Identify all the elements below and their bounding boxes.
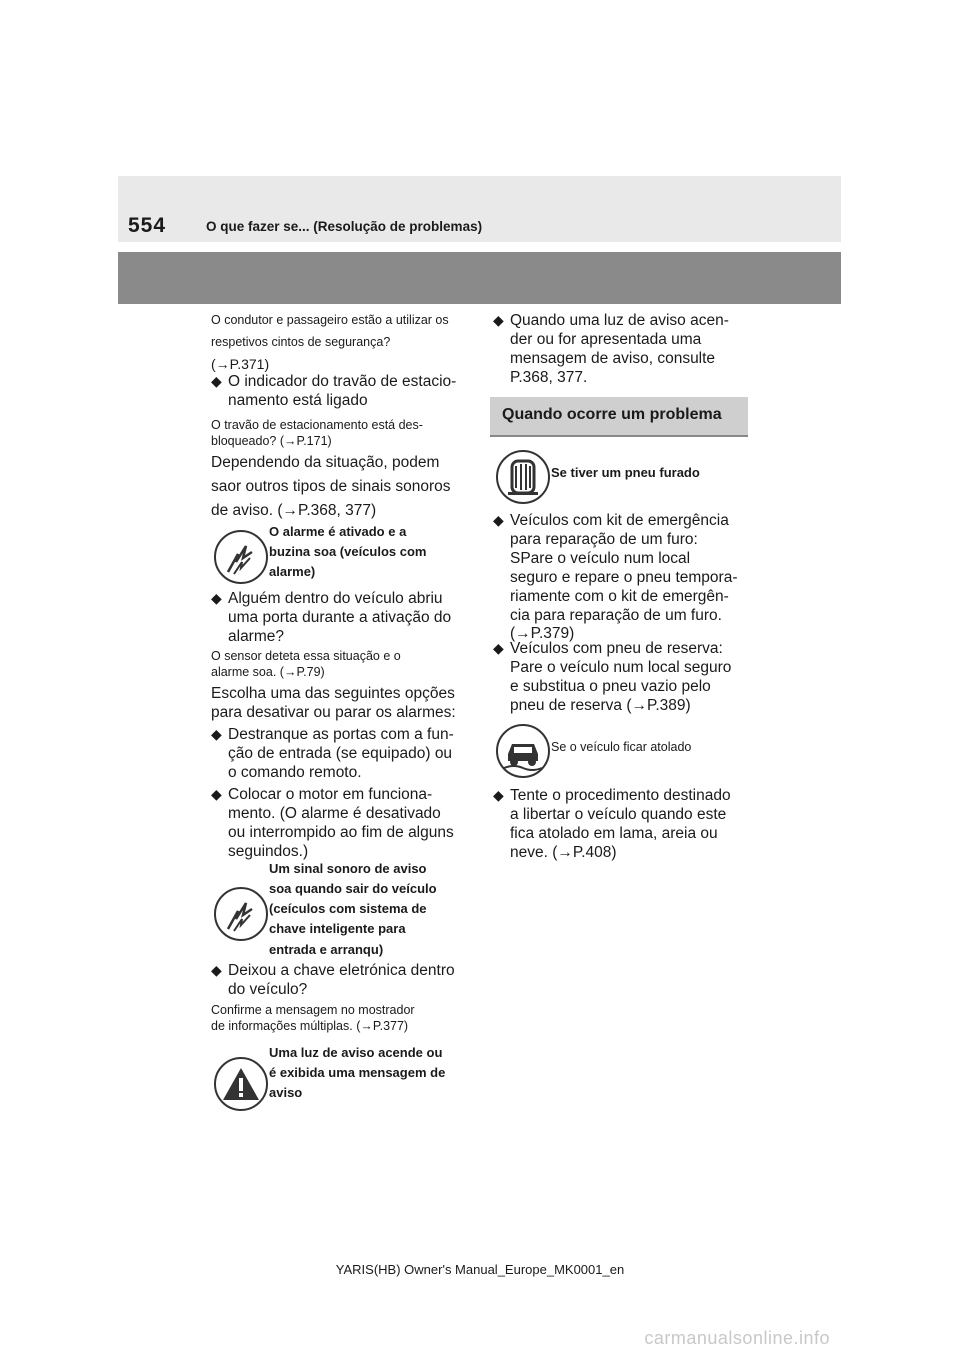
problem-heading-box [490, 397, 748, 437]
buzzer-icon [214, 887, 268, 941]
bullet-door-opened: ◆ Alguém dentro do veículo abriu uma porta durante a ativação do alarme? [211, 590, 452, 645]
bullet-unlock-doors: ◆ Destranque as portas com a fun- ção de entrada (se equipado) ou o comando remoto. [211, 726, 454, 781]
flat-tire-label: Se tiver um pneu furado [551, 465, 700, 480]
bullet-icon: ◆ [211, 373, 222, 389]
bullet-icon: ◆ [493, 512, 504, 528]
footer-manual-id: YARIS(HB) Owner's Manual_Europe_MK0001_en [335, 1262, 625, 1277]
stuck-vehicle-label: Se o veículo ficar atolado [551, 740, 692, 754]
bullet-key-inside: ◆ Deixou a chave eletrónica dentro do veículo? [211, 962, 455, 998]
door-opened-note: O sensor deteta essa situação e o alarme soa. (→P.79) [211, 649, 401, 679]
problem-heading: Quando ocorre um problema [502, 406, 722, 423]
bullet-icon: ◆ [493, 787, 504, 803]
bullet-spare-tire: ◆ Veículos com pneu de reserva: Pare o veículo num local seguro e substitua o pneu vazio pelo pneu de reserva (→P.389) [493, 640, 732, 714]
bullet-icon: ◆ [211, 962, 222, 978]
chapter-band [118, 252, 841, 304]
stuck-vehicle-icon [496, 724, 550, 778]
warning-light-label: Uma luz de aviso acende ou é exibida uma mensagem de aviso [269, 1045, 446, 1101]
alarm-icon [214, 530, 268, 584]
bullet-icon: ◆ [211, 726, 222, 742]
warning-light-icon [214, 1057, 268, 1111]
bullet-icon: ◆ [493, 640, 504, 656]
key-inside-note: Confirme a mensagem no mostrador de informações múltiplas. (→P.377) [211, 1003, 415, 1033]
page-number: 554 [128, 214, 167, 237]
buzzer-label: Um sinal sonoro de aviso soa quando sair do veículo (ceículos com sistema de chave inteligente para entrada e arranqu) [269, 861, 437, 957]
parking-brake-note: O travão de estacionamento está des- bloqueado? (→P.171) [211, 418, 423, 448]
flat-tire-icon [496, 450, 550, 504]
bullet-warning-light: ◆ Quando uma luz de aviso acen- der ou for apresentada uma mensagem de aviso, consulte P.368, 377. [493, 312, 729, 386]
other-sounds-para: Dependendo da situação, podem saor outros tipos de sinais sonoros de aviso. (→P.368, 377) [211, 454, 451, 520]
bullet-icon: ◆ [493, 312, 504, 328]
intro-question: O condutor e passageiro estão a utilizar os respetivos cintos de segurança? (→P.371) [211, 313, 449, 373]
bullet-stuck-procedure: ◆ Tente o procedimento destinado a libertar o veículo quando este fica atolado em lama, areia ou neve. (→P.408) [493, 787, 731, 861]
bullet-emergency-kit: ◆ Veículos com kit de emergência para reparação de um furo: SPare o veículo num local seguro e repare o pneu tempora- riamente com o kit de emergên- cia para reparação de um furo. (→P.379) [493, 512, 738, 643]
bullet-icon: ◆ [211, 786, 222, 802]
alarm-label: O alarme é ativado e a buzina soa (veículos com alarme) [269, 524, 427, 580]
bullet-start-engine: ◆ Colocar o motor em funciona- mento. (O alarme é desativado ou interrompido ao fim de alguns seguindos.) [211, 786, 454, 860]
section-title: O que fazer se... (Resolução de problemas) [206, 219, 483, 234]
options-para: Escolha uma das seguintes opções para desativar ou parar os alarmes: [211, 685, 456, 722]
watermark: carmanualsonline.info [644, 1328, 830, 1348]
bullet-icon: ◆ [211, 590, 222, 606]
bullet-parking-brake: ◆ O indicador do travão de estacio- namento está ligado [211, 373, 457, 409]
